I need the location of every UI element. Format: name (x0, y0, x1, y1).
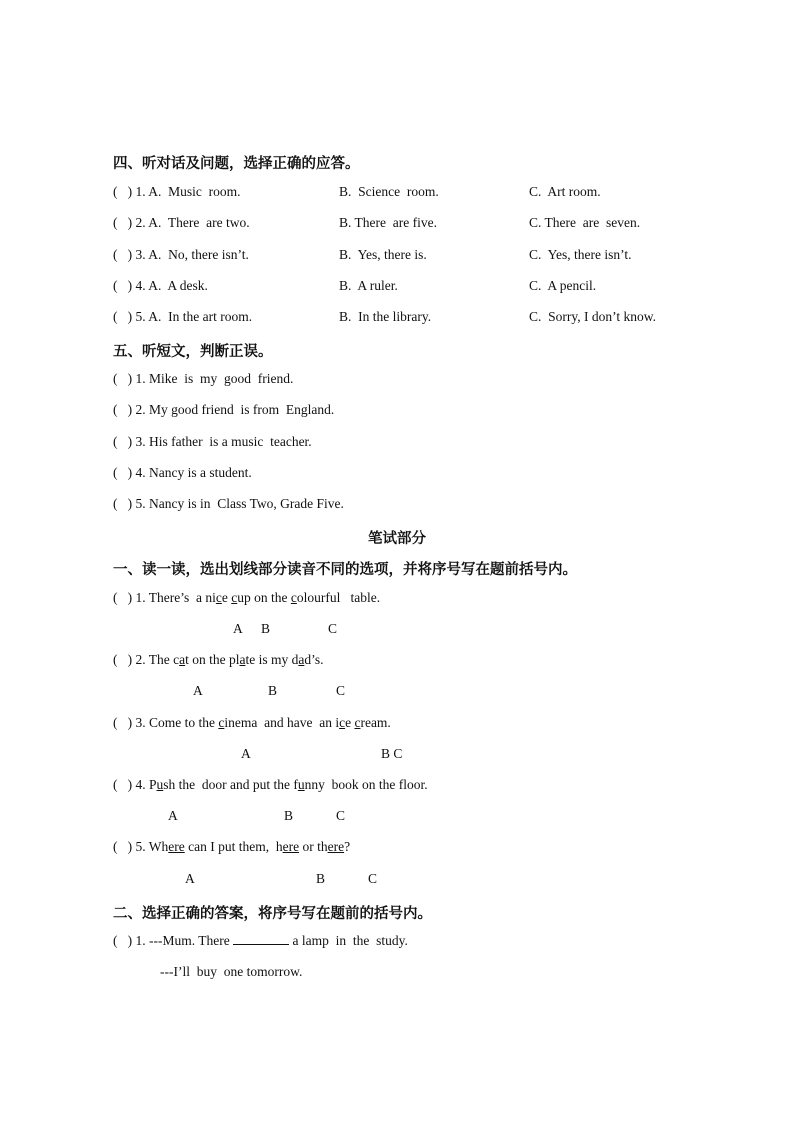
s4-q5-a: ( ) 5. A. In the art room. (113, 309, 253, 324)
s5-item-5: ( ) 5. Nancy is in Class Two, Grade Five. (113, 496, 344, 511)
s4-q2-a: ( ) 2. A. There are two. (113, 215, 250, 230)
s4-q1-b: B. Science room. (339, 184, 439, 199)
part-2-title: 二、选择正确的答案，将序号写在题前的括号内。 (113, 906, 432, 922)
s4-q3-a: ( ) 3. A. No, there isn’t. (113, 247, 249, 262)
part-1-title: 一、读一读，选出划线部分读音不同的选项，并将序号写在题前括号内。 (113, 562, 577, 578)
s5-item-3: ( ) 3. His father is a music teacher. (113, 434, 312, 449)
s5-item-4: ( ) 4. Nancy is a student. (113, 465, 252, 480)
p1-q3: ( ) 3. Come to the cinema and have an ice cream. (113, 715, 391, 730)
p1-q1-label-a: A (233, 621, 243, 636)
s4-q3-b: B. Yes, there is. (339, 247, 427, 262)
p1-q2-label-c: C (336, 683, 346, 698)
p1-q3-label-a: A (241, 746, 251, 761)
p1-q2: ( ) 2. The cat on the plate is my dad’s. (113, 652, 324, 667)
s4-q1-c: C. Art room. (529, 184, 601, 199)
p1-q1: ( ) 1. There’s a nice cup on the colourful table. (113, 590, 381, 605)
s5-item-2: ( ) 2. My good friend is from England. (113, 402, 335, 417)
answer-blank[interactable] (233, 933, 289, 945)
section-4-title: 四、听对话及问题，选择正确的应答。 (113, 156, 360, 172)
p1-q5-label-b: B (316, 871, 326, 886)
p2-q1-reply: ---I’ll buy one tomorrow. (160, 964, 303, 979)
s4-q4-a: ( ) 4. A. A desk. (113, 278, 208, 293)
p1-q5-label-a: A (185, 871, 195, 886)
p1-q4-label-b: B (284, 808, 294, 823)
s4-q4-b: B. A ruler. (339, 278, 398, 293)
s4-q1-a: ( ) 1. A. Music room. (113, 184, 241, 199)
p1-q1-label-b: B (261, 621, 271, 636)
s4-q2-c: C. There are seven. (529, 215, 641, 230)
s4-q2-b: B. There are five. (339, 215, 437, 230)
p1-q5: ( ) 5. Where can I put them, here or there? (113, 839, 351, 854)
p2-q1: ( ) 1. ---Mum. There a lamp in the study. (113, 933, 408, 948)
p1-q4: ( ) 4. Push the door and put the funny book on the floor. (113, 777, 428, 792)
s4-q5-b: B. In the library. (339, 309, 432, 324)
p1-q4-label-c: C (336, 808, 346, 823)
p1-q2-label-a: A (193, 683, 203, 698)
written-part-title: 笔试部分 (368, 531, 426, 547)
p1-q2-label-b: B (268, 683, 278, 698)
p1-q5-label-c: C (368, 871, 378, 886)
p1-q4-label-a: A (168, 808, 178, 823)
p1-q3-label-bc: B C (381, 746, 403, 761)
section-5-title: 五、听短文，判断正误。 (113, 344, 273, 360)
s4-q5-c: C. Sorry, I don’t know. (529, 309, 656, 324)
s5-item-1: ( ) 1. Mike is my good friend. (113, 371, 294, 386)
p1-q1-label-c: C (328, 621, 338, 636)
s4-q3-c: C. Yes, there isn’t. (529, 247, 632, 262)
s4-q4-c: C. A pencil. (529, 278, 597, 293)
